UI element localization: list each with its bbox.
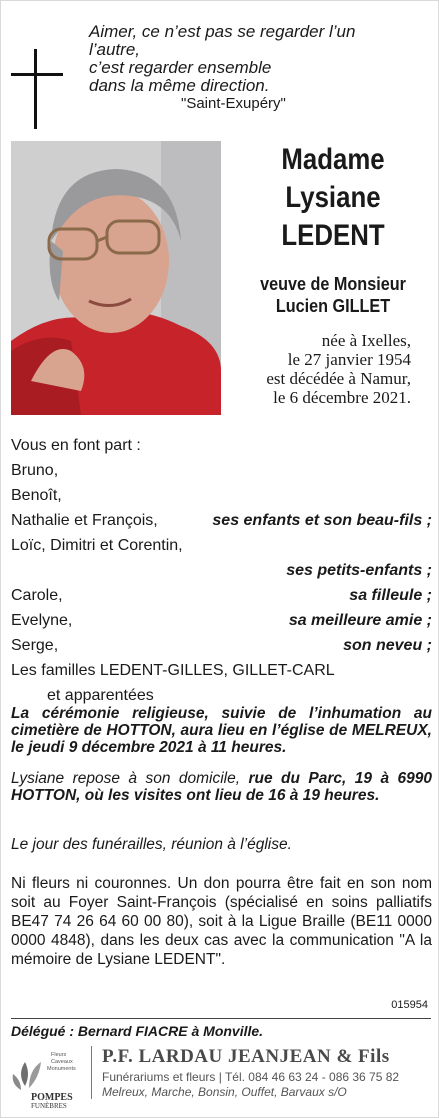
divider: [11, 1018, 431, 1019]
family-name: Nathalie et François,: [11, 512, 158, 529]
family-relation: sa meilleure amie ;: [288, 612, 432, 629]
family-relation: son neveu ;: [343, 637, 432, 654]
family-relation: ses petits-enfants ;: [286, 562, 432, 579]
portrait-photo: [11, 141, 221, 415]
logo-text: Monuments: [47, 1066, 76, 1072]
family-relation: sa filleule ;: [349, 587, 432, 604]
donation-text: Ni fleurs ni couronnes. Un don pourra être fait en son nom soit au Foyer Saint-François (spécialisé en soins palliatifs BE47 74 26 64 60 00 80), soit à la Ligue Braille (BE11 0000 0000 4848), dans les deux cas avec la communication "A la mémoire de Lysiane LEDENT".: [11, 875, 432, 968]
funeral-home-services: Funérariums et fleurs: [102, 1070, 216, 1084]
deceased-name: [247, 141, 419, 255]
logo-brand: FUNÈBRES: [31, 1102, 67, 1110]
related-line: et apparentées: [47, 687, 154, 704]
families-line: Les familles LEDENT-GILLES, GILLET-CARL: [11, 662, 335, 679]
death-date: le 6 décembre 2021.: [273, 388, 411, 407]
ceremony-text: La cérémonie religieuse, suivie de l’inhumation au cimetière de HOTTON, aura lieu en l’église de MELREUX, le jeudi 9 décembre 2021 à 11 heures.: [11, 705, 432, 756]
deceased-title: Madame: [281, 143, 385, 176]
funeral-home-footer: [11, 1042, 431, 1112]
quote-line: Aimer, ce n’est pas se regarder l’un: [89, 22, 356, 41]
family-row: [11, 508, 432, 533]
funeral-home-contact: Funérariums et fleurs | Tél. 084 46 63 24 - 086 36 75 82: [102, 1070, 400, 1084]
widow-of: [243, 273, 423, 317]
quote-line: dans la même direction.: [89, 76, 270, 95]
family-name: Evelyne,: [11, 612, 73, 629]
widow-line: Lucien GILLET: [275, 296, 391, 316]
family-row: [11, 633, 432, 658]
visit-text: [11, 770, 432, 804]
family-list: [11, 433, 432, 708]
quote-author: "Saint-Exupéry": [181, 95, 286, 112]
logo-text: Caveaux: [51, 1059, 73, 1065]
birth-place: née à Ixelles,: [321, 331, 411, 350]
funeral-home-info: [91, 1046, 431, 1099]
cross-icon: [11, 49, 63, 129]
quote-line: l’autre,: [89, 40, 141, 59]
deceased-first-name: Lysiane: [285, 181, 381, 214]
family-row: [11, 583, 432, 608]
funeral-home-name: P.F. LARDAU JEANJEAN & Fils: [102, 1046, 390, 1067]
family-relation: ses enfants et son beau-fils ;: [212, 512, 432, 529]
family-name: Serge,: [11, 637, 59, 654]
quote: [89, 23, 409, 113]
birth-death-info: [233, 331, 439, 407]
funeral-home-logo: [11, 1048, 91, 1110]
family-row: [11, 458, 432, 483]
family-name: Bruno,: [11, 462, 59, 479]
family-row: [11, 558, 432, 583]
reunion-text: Le jour des funérailles, réunion à l’église.: [11, 836, 292, 853]
reference-number: 015954: [391, 999, 428, 1011]
death-place: est décédée à Namur,: [266, 369, 411, 388]
deceased-last-name: LEDENT: [281, 219, 385, 252]
visit-address: rue du Parc, 19 à 6990 HOTTON, où les visites ont lieu de 16 à 19 heures.: [11, 770, 432, 804]
family-row: [11, 483, 432, 508]
birth-date: le 27 janvier 1954: [287, 350, 411, 369]
family-intro: Vous en font part :: [11, 437, 141, 454]
family-name: Benoît,: [11, 487, 62, 504]
logo-text: Fleurs: [51, 1052, 67, 1058]
logo-brand: POMPES: [31, 1092, 73, 1103]
family-row: [11, 608, 432, 633]
widow-line: veuve de Monsieur: [260, 274, 406, 294]
funeral-home-phone: Tél. 084 46 63 24 - 086 36 75 82: [224, 1070, 400, 1084]
delegate-line: Délégué : Bernard FIACRE à Monville.: [11, 1023, 264, 1039]
quote-line: c’est regarder ensemble: [89, 58, 272, 77]
funeral-home-locations: Melreux, Marche, Bonsin, Ouffet, Barvaux s/O: [102, 1085, 347, 1099]
visit-intro: Lysiane repose à son domicile,: [11, 770, 249, 787]
family-row: [11, 533, 432, 558]
family-name: Carole,: [11, 587, 63, 604]
family-name: Loïc, Dimitri et Corentin,: [11, 537, 183, 554]
